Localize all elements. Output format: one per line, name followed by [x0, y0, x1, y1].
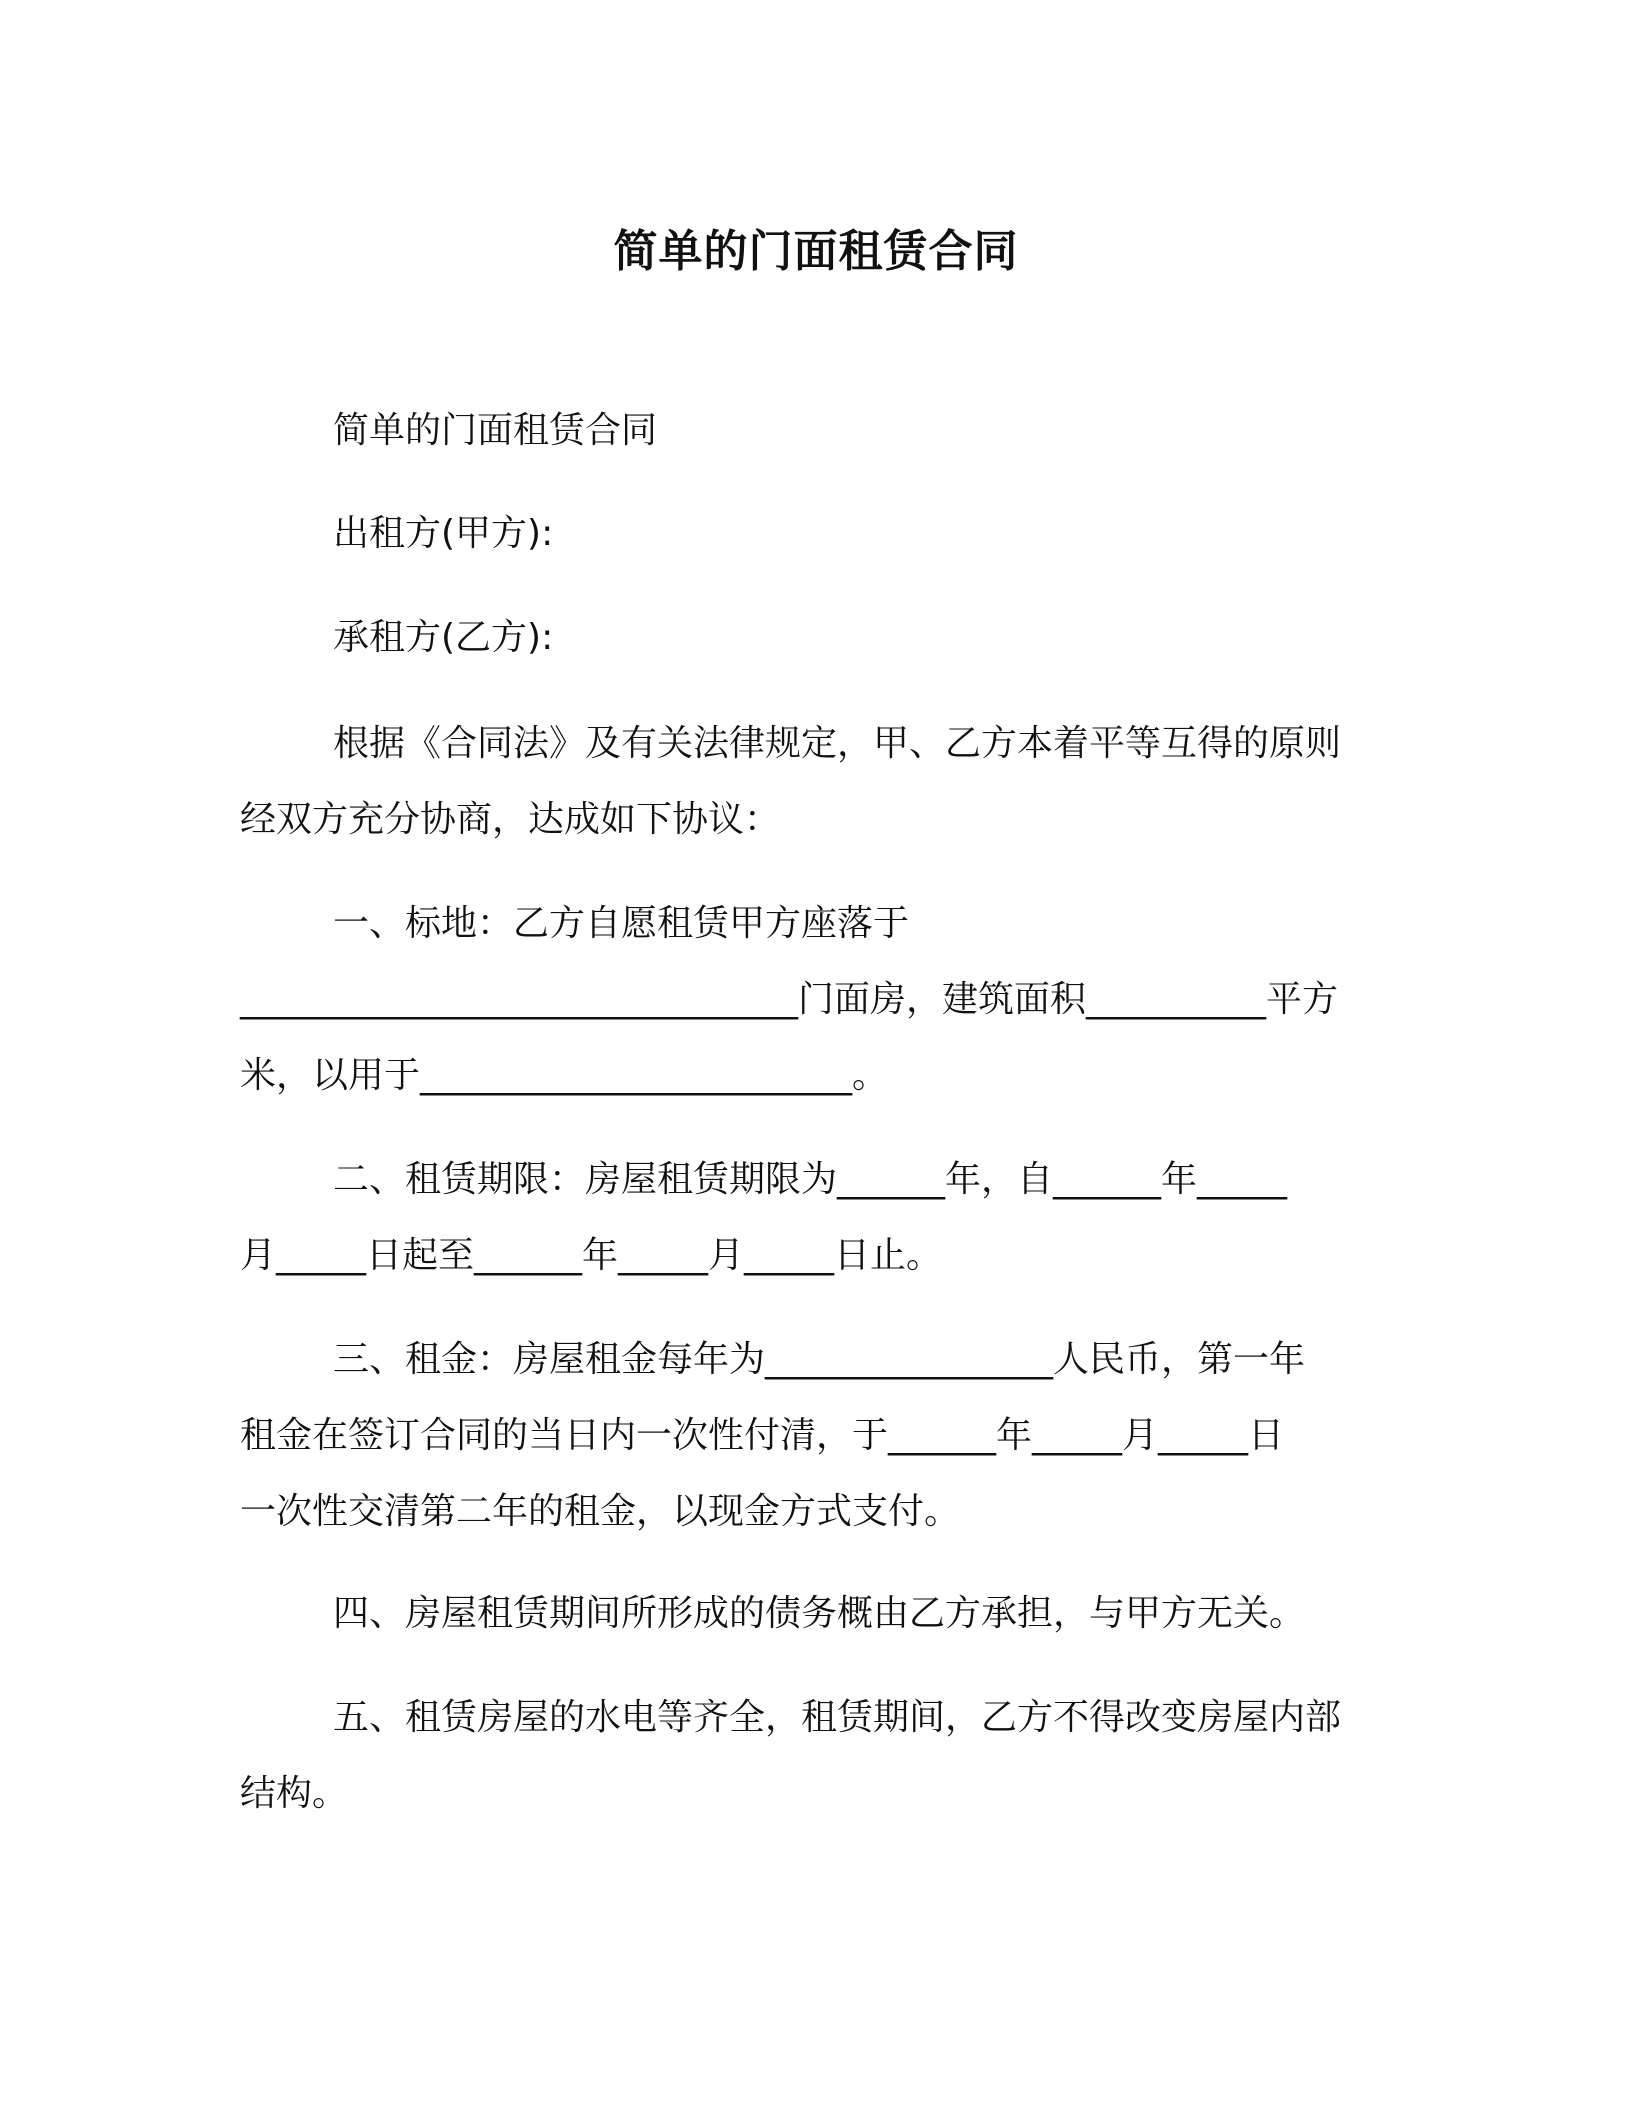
paragraph-heading-repeat: 简单的门面租赁合同: [333, 410, 658, 451]
paragraph-lessor: 出租方(甲方):: [333, 513, 554, 554]
clause-2-line-2: 月_____日起至______年_____月_____日止。: [240, 1235, 943, 1276]
document-body: [240, 0, 1390, 1976]
paragraph-preamble-line-1: 根据《合同法》及有关法律规定，甲、乙方本着平等互得的原则: [333, 723, 1342, 764]
clause-1-line-3: 米，以用于________________________。: [240, 1055, 889, 1096]
clause-3-line-3: 一次性交清第二年的租金，以现金方式支付。: [240, 1491, 961, 1532]
clause-5-line-1: 五、租赁房屋的水电等齐全，租赁期间，乙方不得改变房屋内部: [333, 1697, 1342, 1738]
clause-3-line-1: 三、租金：房屋租金每年为________________人民币，第一年: [333, 1339, 1306, 1380]
clause-2-line-1: 二、租赁期限：房屋租赁期限为______年，自______年_____: [333, 1159, 1288, 1200]
clause-1-line-2: _______________________________门面房，建筑面积__________平方: [240, 979, 1339, 1020]
clause-4-line-1: 四、房屋租赁期间所形成的债务概由乙方承担，与甲方无关。: [333, 1593, 1306, 1634]
paragraph-lessee: 承租方(乙方):: [333, 617, 554, 658]
paragraph-preamble-line-2: 经双方充分协商，达成如下协议：: [240, 799, 781, 840]
clause-1-line-1: 一、标地：乙方自愿租赁甲方座落于: [333, 903, 910, 944]
document-title: 简单的门面租赁合同: [613, 226, 1019, 277]
clause-5-line-2: 结构。: [240, 1773, 349, 1814]
clause-3-line-2: 租金在签订合同的当日内一次性付清，于______年_____月_____日: [240, 1415, 1285, 1456]
